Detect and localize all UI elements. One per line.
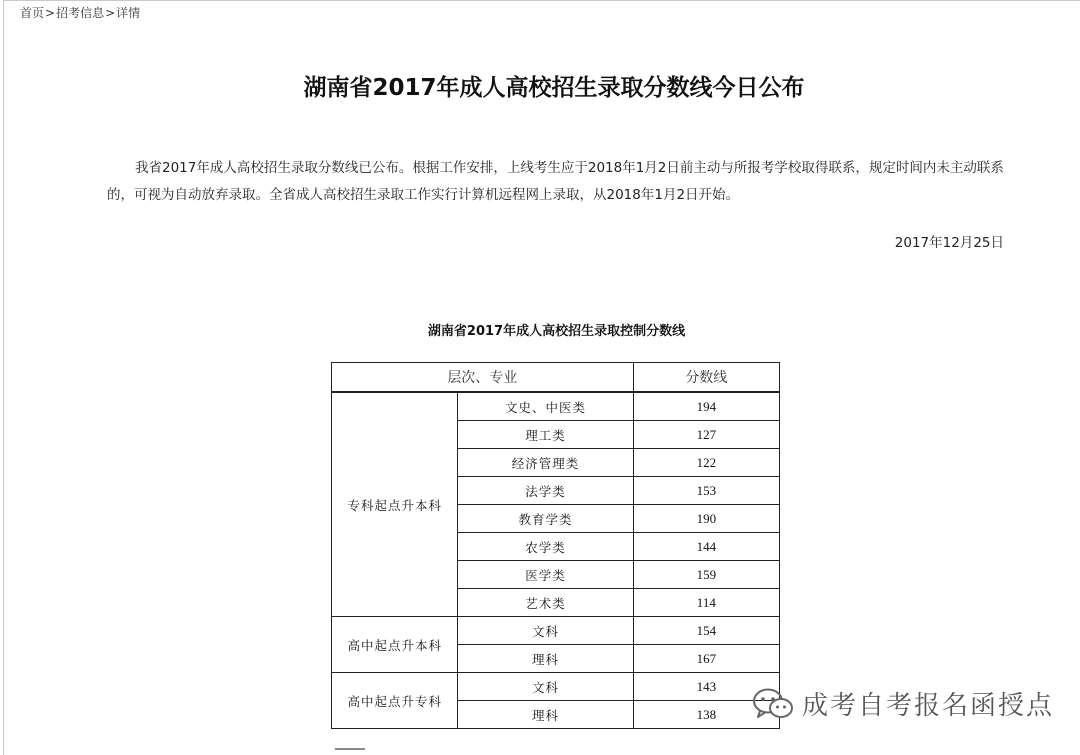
article-title: 湖南省2017年成人高校招生录取分数线今日公布 xyxy=(303,75,805,102)
major-cell: 农学类 xyxy=(458,533,633,561)
score-cell: 143 xyxy=(633,673,779,701)
score-cell: 190 xyxy=(633,505,779,533)
major-cell: 理科 xyxy=(458,701,633,729)
score-cell: 153 xyxy=(633,477,779,505)
watermark xyxy=(752,685,1054,722)
article-paragraph: 我省2017年成人高校招生录取分数线已公布。根据工作安排，上线考生应于2018年1月2日前主动与所报考学校取得联系，规定时间内未主动联系的，可视为自动放弃录取。全省成人高校招生录取工作实行计算机远程网上录取，从2018年1月2日开始。 xyxy=(107,160,1004,203)
table-row xyxy=(332,392,780,421)
level-cell: 高中起点升本科 xyxy=(332,617,458,673)
score-cell: 127 xyxy=(633,421,779,449)
watermark-text: 成考自考报名函授点 xyxy=(802,691,1055,721)
major-cell: 理科 xyxy=(458,645,633,673)
score-cell: 144 xyxy=(633,533,779,561)
breadcrumb-separator: > xyxy=(105,6,116,20)
major-cell: 理工类 xyxy=(458,421,633,449)
major-cell: 经济管理类 xyxy=(458,449,633,477)
major-cell: 医学类 xyxy=(458,561,633,589)
breadcrumb xyxy=(20,5,140,21)
major-cell: 法学类 xyxy=(458,477,633,505)
major-cell: 文科 xyxy=(458,617,633,645)
score-cell: 138 xyxy=(633,701,779,729)
score-cell: 194 xyxy=(633,392,779,421)
header-score: 分数线 xyxy=(633,363,779,393)
table-header-row xyxy=(332,363,780,393)
score-cell: 154 xyxy=(633,617,779,645)
score-cell: 122 xyxy=(633,449,779,477)
header-level-major: 层次、专业 xyxy=(332,363,634,393)
frame-border-left xyxy=(3,0,4,755)
breadcrumb-category-link[interactable]: 招考信息 xyxy=(56,6,105,20)
page-cut-fragment xyxy=(335,742,365,750)
level-cell: 专科起点升本科 xyxy=(332,392,458,617)
score-cell: 167 xyxy=(633,645,779,673)
breadcrumb-separator: > xyxy=(45,6,56,20)
score-table xyxy=(331,362,780,729)
wechat-icon xyxy=(752,686,794,722)
score-cell: 159 xyxy=(633,561,779,589)
major-cell: 文科 xyxy=(458,673,633,701)
table-title: 湖南省2017年成人高校招生录取控制分数线 xyxy=(427,324,686,339)
level-cell: 高中起点升专科 xyxy=(332,673,458,729)
major-cell: 文史、中医类 xyxy=(458,392,633,421)
table-row xyxy=(332,673,780,701)
table-row xyxy=(332,617,780,645)
article-date: 2017年12月25日 xyxy=(894,235,1004,251)
breadcrumb-current: 详情 xyxy=(116,6,141,20)
frame-border-top xyxy=(3,0,1080,1)
major-cell: 艺术类 xyxy=(458,589,633,617)
major-cell: 教育学类 xyxy=(458,505,633,533)
score-cell: 114 xyxy=(633,589,779,617)
breadcrumb-home-link[interactable]: 首页 xyxy=(20,6,45,20)
